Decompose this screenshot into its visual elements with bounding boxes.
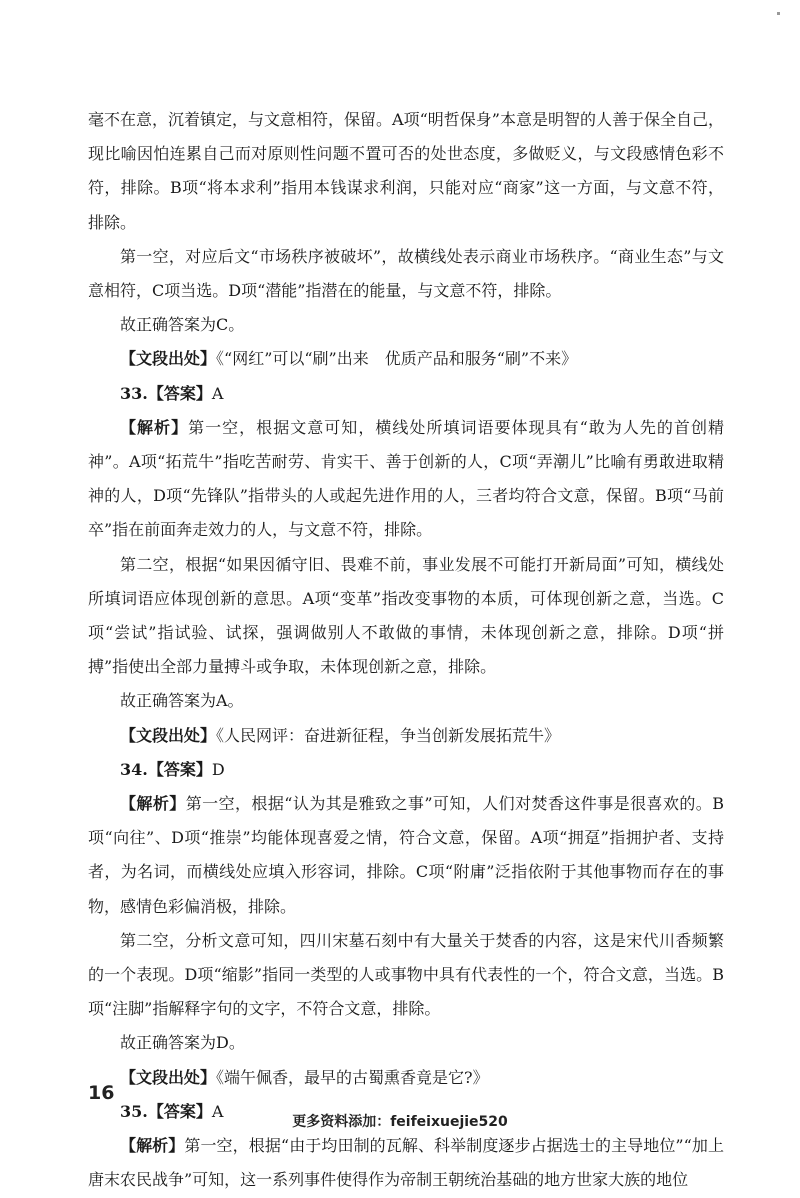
source-line [88,1061,724,1095]
source-line [88,719,724,753]
answer-tag: 【答案】 [147,759,212,779]
question-number: 34. [120,759,148,779]
paragraph: 故正确答案为C。 [120,315,245,335]
paragraph: 第二空，分析文意可知，四川宋墓石刻中有大量关于焚香的内容，这是宋代川香频繁的一个表现。D项“缩影”指同一类型的人或事物中具有代表性的一个，符合文意，当选。B项“注脚”指解释字句的文字，不符合文意，排除。 [88,930,724,1019]
analysis-text: 第一空，根据“认为其是雅致之事”可知，人们对焚香这件事是很喜欢的。B项“向往”、D项“推崇”均能体现喜爱之情，符合文意，保留。A项“拥趸”指拥护者、支持者，为名词，而横线处应填入形容词，排除。C项“附庸”泛指依附于其他事物而存在的事物，感情色彩偏消极，排除。 [88,794,724,916]
paragraph: 毫不在意，沉着镇定，与文意相符，保留。A项“明哲保身”本意是明智的人善于保全自己，现比喻因怕连累自己而对原则性问题不置可否的处世态度，多做贬义，与文段感情色彩不符，排除。B项“将本求利”指用本钱谋求利润，只能对应“商家”这一方面，与文意不符，排除。 [88,110,724,232]
answer-text: A [211,1101,224,1121]
paragraph: 故正确答案为D。 [120,1033,245,1053]
paragraph: 故正确答案为A。 [120,691,244,711]
source-text: 《人民网评：奋进新征程，争当创新发展拓荒牛》 [216,725,561,745]
page-number: 16 [88,1082,115,1104]
source-text: 《“网红”可以“刷”出来 优质产品和服务“刷”不来》 [216,349,578,369]
analysis-text: 第一空，根据文意可知，横线处所填词语要体现具有“敢为人先的首创精神”。A项“拓荒牛”指吃苦耐劳、肯实干、善于创新的人，C项“弄潮儿”比喻有勇敢进取精神的人，D项“先锋队”指带头的人或起先进作用的人，三者均符合文意，保留。B项“马前卒”指在前面奔走效力的人，与文意不符，排除。 [88,417,724,540]
analysis-paragraph [88,411,724,548]
source-tag: 【文段出处】 [120,725,217,745]
scan-speck [777,12,780,15]
source-text: 《端午佩香，最早的古蜀熏香竟是它?》 [216,1067,489,1087]
answer-text: A [211,383,224,403]
footer-note: 更多资料添加：feifeixuejie520 [292,1114,508,1130]
question-number: 35. [120,1101,148,1121]
analysis-tag: 【解析】 [120,794,186,814]
paragraph: 第一空，对应后文“市场秩序被破坏”，故横线处表示商业市场秩序。“商业生态”与文意相符，C项当选。D项“潜能”指潜在的能量，与文意不符，排除。 [88,246,724,301]
analysis-paragraph [88,1129,724,1197]
analysis-tag: 【解析】 [120,417,189,437]
answer-tag: 【答案】 [147,1101,212,1121]
answer-text: D [211,759,225,779]
source-line [88,342,724,376]
source-tag: 【文段出处】 [120,349,217,369]
paragraph: 第二空，根据“如果因循守旧、畏难不前，事业发展不可能打开新局面”可知，横线处所填词语应体现创新的意思。A项“变革”指改变事物的本质，可体现创新之意，当选。C项“尝试”指试验、试探，强调做别人不敢做的事情，未体现创新之意，排除。D项“拼搏”指使出全部力量搏斗或争取，未体现创新之意，排除。 [88,554,724,677]
analysis-paragraph [88,787,724,924]
answer-tag: 【答案】 [147,383,212,403]
source-tag: 【文段出处】 [120,1067,217,1087]
answer-line [88,753,724,787]
analysis-text: 第一空，根据“由于均田制的瓦解、科举制度逐步占据选士的主导地位”“加上唐末农民战争”可知，这一系列事件使得作为帝制王朝统治基础的地方世家大族的地位 [88,1136,724,1190]
analysis-tag: 【解析】 [120,1136,185,1156]
question-number: 33. [120,383,148,403]
answer-line [88,377,724,411]
page-body [88,103,724,1198]
